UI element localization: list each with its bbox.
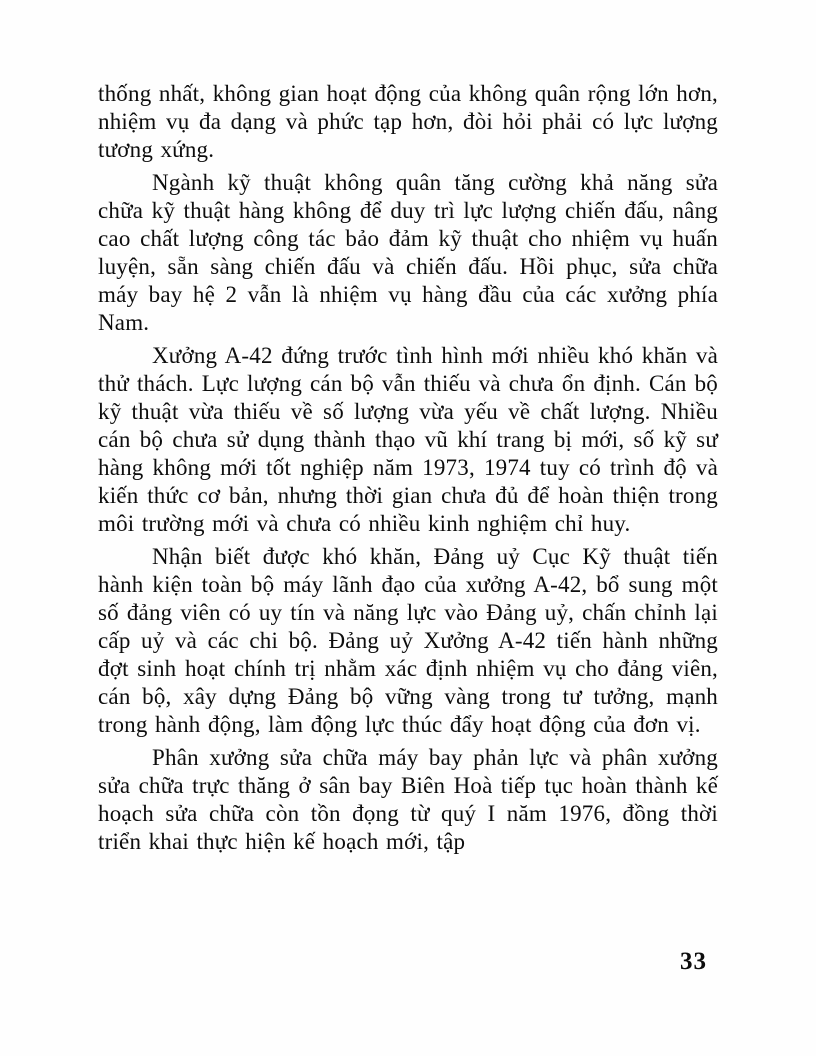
paragraph: Xưởng A-42 đứng trước tình hình mới nhiều khó khăn và thử thách. Lực lượng cán bộ vẫn thiếu và chưa ổn định. Cán bộ kỹ thuật vừa thiếu về số lượng vừa yếu về chất lượng. Nhiều cán bộ chưa sử dụng thành thạo vũ khí trang bị mới, số kỹ sư hàng không mới tốt nghiệp năm 1973, 1974 tuy có trình độ và kiến thức cơ bản, nhưng thời gian chưa đủ để hoàn thiện trong môi trường mới và chưa có nhiều kinh nghiệm chỉ huy. [98, 343, 718, 536]
paragraph: Nhận biết được khó khăn, Đảng uỷ Cục Kỹ thuật tiến hành kiện toàn bộ máy lãnh đạo của xưởng A-42, bổ sung một số đảng viên có uy tín và năng lực vào Đảng uỷ, chấn chỉnh lại cấp uỷ và các chi bộ. Đảng uỷ Xưởng A-42 tiến hành những đợt sinh hoạt chính trị nhằm xác định nhiệm vụ cho đảng viên, cán bộ, xây dựng Đảng bộ vững vàng trong tư tưởng, mạnh trong hành động, làm động lực thúc đẩy hoạt động của đơn vị. [98, 544, 718, 737]
paragraph: Phân xưởng sửa chữa máy bay phản lực và phân xưởng sửa chữa trực thăng ở sân bay Biên Hoà tiếp tục hoàn thành kế hoạch sửa chữa còn tồn đọng từ quý I năm 1976, đồng thời triển khai thực hiện kế hoạch mới, tập [98, 745, 718, 854]
page-text-block [98, 80, 718, 861]
page-number: 33 [680, 948, 707, 975]
paragraph-continuation: thống nhất, không gian hoạt động của không quân rộng lớn hơn, nhiệm vụ đa dạng và phức tạp hơn, đòi hỏi phải có lực lượng tương xứng. [98, 81, 718, 162]
paragraph: Ngành kỹ thuật không quân tăng cường khả năng sửa chữa kỹ thuật hàng không để duy trì lực lượng chiến đấu, nâng cao chất lượng công tác bảo đảm kỹ thuật cho nhiệm vụ huấn luyện, sẵn sàng chiến đấu và chiến đấu. Hồi phục, sửa chữa máy bay hệ 2 vẫn là nhiệm vụ hàng đầu của các xưởng phía Nam. [98, 170, 718, 335]
